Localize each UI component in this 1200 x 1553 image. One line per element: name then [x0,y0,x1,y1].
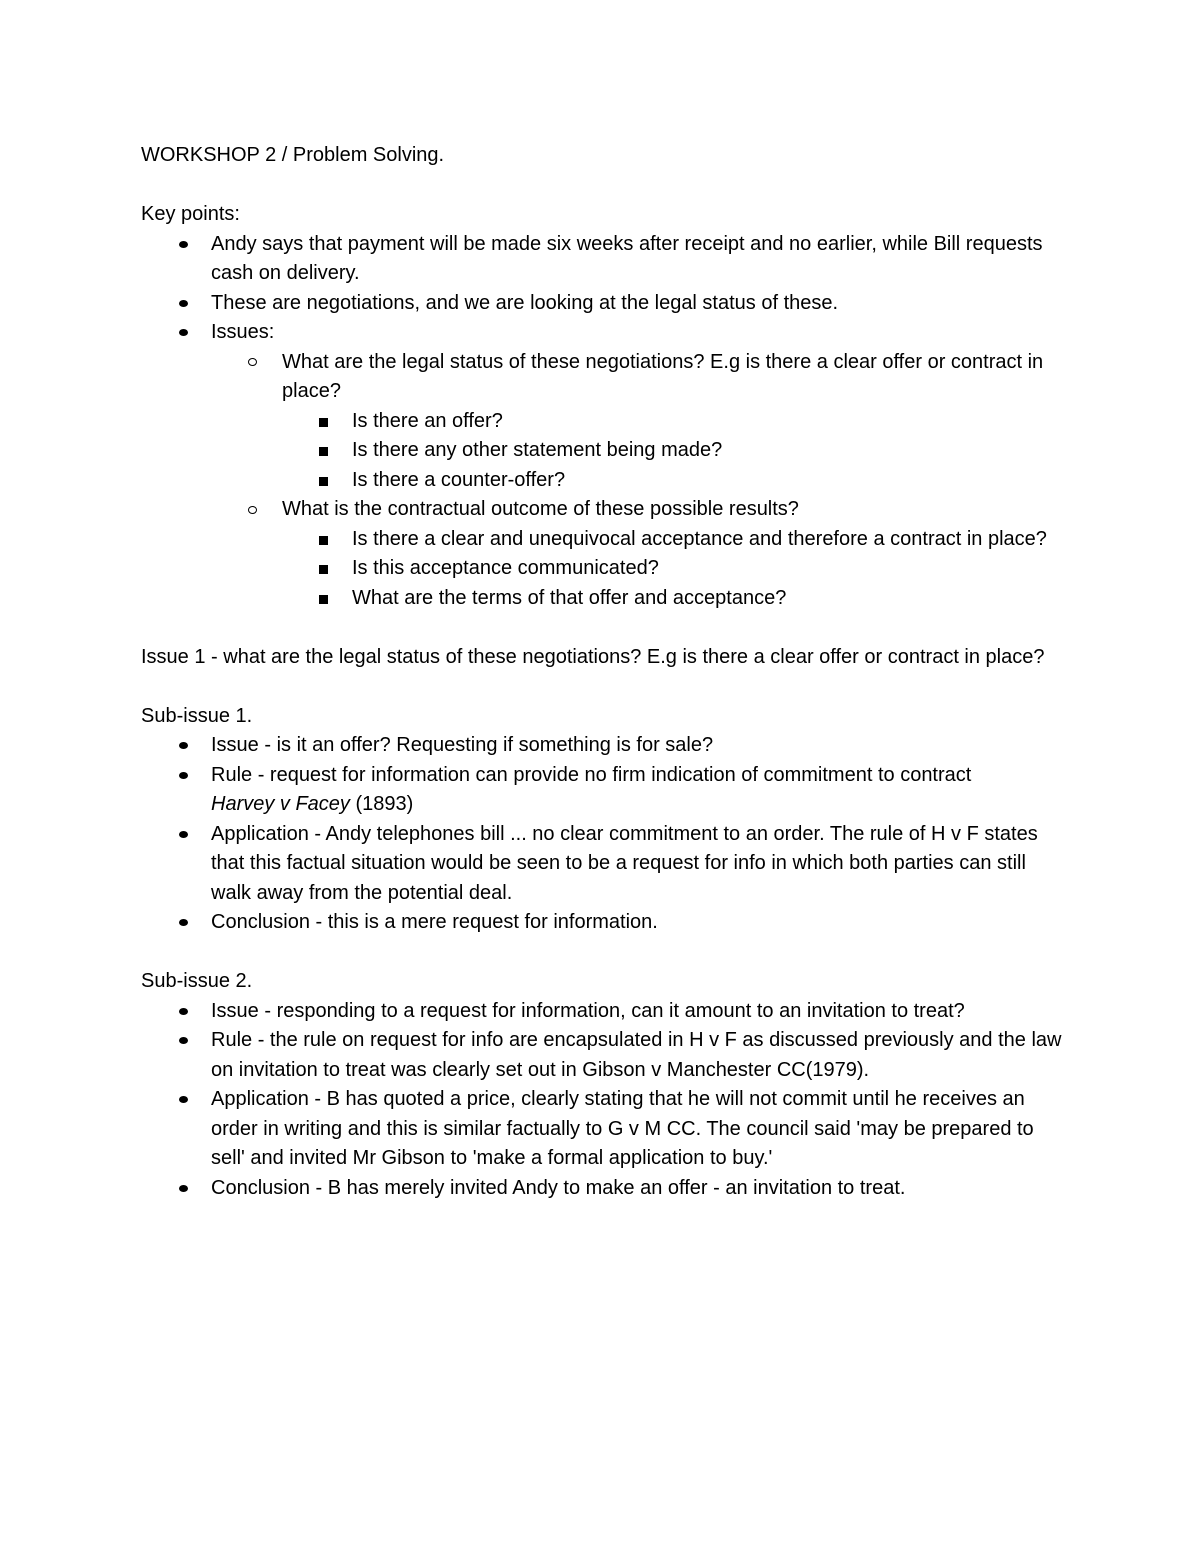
list-item-text: These are negotiations, and we are looking at the legal status of these. [211,291,839,314]
bullet-icon [179,1185,188,1192]
bullet-icon [179,831,188,838]
list-item [141,761,1071,820]
spacer [141,613,1071,643]
issue-1-paragraph: Issue 1 - what are the legal status of these negotiations? E.g is there a clear offer or contract in place? [141,645,1045,668]
key-points-heading: Key points: [141,203,240,225]
list-item-text: Is there an offer? [352,409,503,432]
bullet-icon [179,772,188,779]
document-title: WORKSHOP 2 / Problem Solving. [141,144,445,166]
list-item [141,318,1071,348]
list-item [141,997,1071,1027]
case-year: (1893) [349,793,414,815]
bullet-icon [179,742,188,749]
square-bullet-icon [319,565,328,574]
bullet-icon [179,329,188,336]
list-item [141,908,1071,938]
list-item-text: Issue - responding to a request for information, can it amount to an invitation to treat? [211,999,965,1022]
bullet-icon [179,1008,188,1015]
bullet-icon [179,1037,188,1044]
list-item-text: Conclusion - this is a mere request for information. [211,911,658,933]
list-item-text: Issue - is it an offer? Requesting if something is for sale? [211,734,714,756]
list-item [141,407,1071,437]
list-item [141,289,1071,319]
list-item-text: Conclusion - B has merely invited Andy to make an offer - an invitation to treat. [211,1176,906,1199]
list-item [141,820,1071,909]
document-page [141,141,1071,1203]
list-item [141,230,1071,289]
list-item [141,1026,1071,1085]
bullet-icon [179,300,188,307]
sub-issue-1-heading: Sub-issue 1. [141,704,253,727]
list-item-text: What are the legal status of these negotiations? E.g is there a clear offer or contract in place? [282,350,1044,402]
hollow-bullet-icon [248,358,257,366]
list-item-text: Is there a counter-offer? [352,468,566,491]
list-item-text: Application - Andy telephones bill ... no clear commitment to an order. The rule of H v F states that this factual situation would be seen to be a request for info in which both parties can still walk away from the potential deal. [211,822,1038,904]
issues-list [141,348,1071,407]
list-item-text: Is there any other statement being made? [352,439,723,461]
list-item [141,495,1071,525]
hollow-bullet-icon [248,506,257,514]
case-name: Harvey v Facey [211,793,350,815]
square-bullet-icon [319,536,328,545]
list-item [141,348,1071,407]
list-item-text: Application - B has quoted a price, clearly stating that he will not commit until he receives an order in writing and this is similar factually to G v M CC. The council said 'may be prepared to sell' and invited Mr Gibson to 'make a formal application to buy.' [211,1088,1034,1169]
issue-questions-list [141,525,1071,614]
list-item-text: What are the terms of that offer and acceptance? [352,586,787,609]
list-item-text: Andy says that payment will be made six weeks after receipt and no earlier, while Bill requests cash on delivery. [211,232,1043,284]
square-bullet-icon [319,447,328,456]
list-item [141,466,1071,496]
bullet-icon [179,1096,188,1103]
square-bullet-icon [319,477,328,486]
list-item [141,731,1071,761]
list-item-text: Rule - the rule on request for info are encapsulated in H v F as discussed previously and the law on invitation to treat was clearly set out in Gibson v Manchester CC(1979). [211,1029,1062,1081]
list-item [141,525,1071,555]
issue-questions-list [141,407,1071,496]
sub-issue-1-list [141,731,1071,938]
list-item [141,436,1071,466]
list-item [141,1174,1071,1204]
spacer [141,672,1071,702]
list-item-text: What is the contractual outcome of these possible results? [282,498,799,520]
list-item-text: Issues: [211,321,275,343]
bullet-icon [179,241,188,248]
key-points-list [141,230,1071,348]
list-item-text: Is this acceptance communicated? [352,557,659,579]
spacer [141,938,1071,968]
square-bullet-icon [319,418,328,427]
rule-text: Rule - request for information can provide no firm indication of commitment to contract [211,763,972,786]
list-item [141,554,1071,584]
spacer [141,171,1071,201]
sub-issue-2-heading: Sub-issue 2. [141,970,253,992]
sub-issue-2-list [141,997,1071,1204]
square-bullet-icon [319,595,328,604]
list-item-text: Is there a clear and unequivocal acceptance and therefore a contract in place? [352,527,1047,550]
list-item [141,1085,1071,1174]
bullet-icon [179,919,188,926]
issues-list [141,495,1071,525]
list-item [141,584,1071,614]
